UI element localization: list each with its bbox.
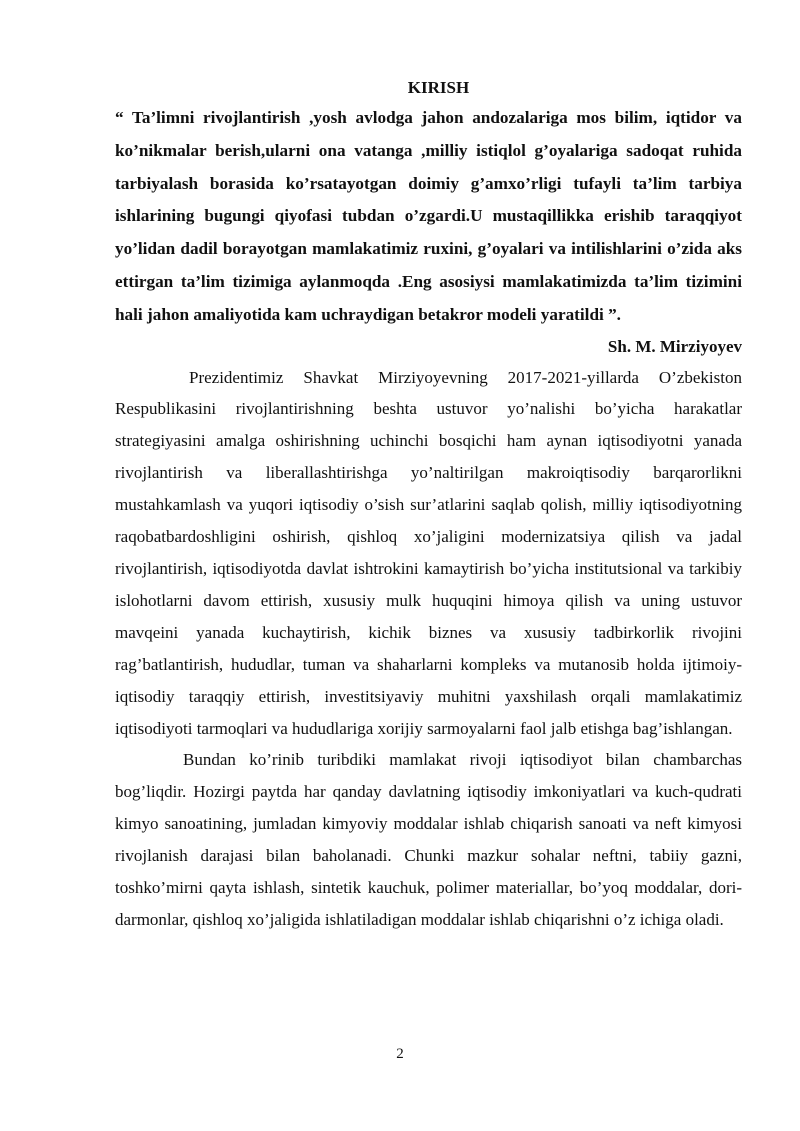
page-number: 2	[396, 1046, 404, 1062]
paragraph-2: Bundan ko’rinib turibdiki mamlakat rivoji iqtisodiyot bilan chambarchas bog’liqdir. Hozirgi paytda har qanday davlatning iqtisodiy imkoniyatlari va kuch-qudrati kimyo sanoatining, jumladan kimyoviy moddalar ishlab chiqarish sanoati va neft kimyosi rivojlanish darajasi bilan baholanadi. Chunki mazkur sohalar neftni, tabiiy gazni, toshko’mirni qayta ishlash, sintetik kauchuk, polimer materiallar, bo’yoq moddalar, dori-darmonlar, qishloq xo’jaligida ishlatiladigan moddalar ishlab chiqarishni o’z ichiga oladi.	[115, 750, 742, 929]
paragraph-1: Prezidentimiz Shavkat Mirziyoyevning 2017-2021-yillarda O’zbekiston Respublikasini rivojlantirishning beshta ustuvor yo’nalishi bo’yicha harakatlar strategiyasini amalga oshirishning uchinchi bosqichi ham aynan iqtisodiyotni yanada rivojlantirish va liberallashtirishga yo’naltirilgan makroiqtisodiy barqarorlikni mustahkamlash va yuqori iqtisodiy o’sish sur’atlarini saqlab qolish, milliy iqtisodiyotning raqobatbardoshligini oshirish, qishloq xo’jaligini modernizatsiya qilish va jadal rivojlantirish, iqtisodiyotda davlat ishtrokini kamaytirish bo’yicha institutsional va tarkibiy islohotlarni davom ettirish, xususiy mulk huquqini himoya qilish va uning ustuvor mavqeini yanada kuchaytirish, kichik biznes va xususiy tadbirkorlik rivojini rag’batlantirish, hududlar, tuman va shaharlarni kompleks va mutanosib holda ijtimoiy-iqtisodiy taraqqiy ettirish, investitsiyaviy muhitni yaxshilash orqali mamlakatimiz iqtisodiyoti tarmoqlari va hududlariga xorijiy sarmoyalarni faol jalb etishga bag’ishlangan.	[115, 367, 742, 738]
section-title: KIRISH	[407, 78, 470, 97]
quote-author: Sh. M. Mirziyoyev	[607, 336, 742, 356]
document-page	[115, 74, 742, 936]
epigraph-quote: “ Ta’limni rivojlantirish ,yosh avlodga jahon andozalariga mos bilim, iqtidor va ko’nikmalar berish,ularni ona vatanga ,milliy istiqlol g’oyalariga sadoqat ruhida tarbiyalash borasida ko’rsatayotgan doimiy g’amxo’rligi tufayli ta’lim tarbiya ishlarining bugungi qiyofasi tubdan o’zgardi.U mustaqillikka erishib taraqqiyot yo’lidan dadil borayotgan mamlakatimiz ruxini, g’oyalari va intilishlarini o’zida aks ettirgan ta’lim tizimiga aylanmoqda .Eng asosiysi mamlakatimizda ta’lim tizimini hali jahon amaliyotida kam uchraydigan betakror modeli yaratildi ”.	[115, 108, 742, 324]
